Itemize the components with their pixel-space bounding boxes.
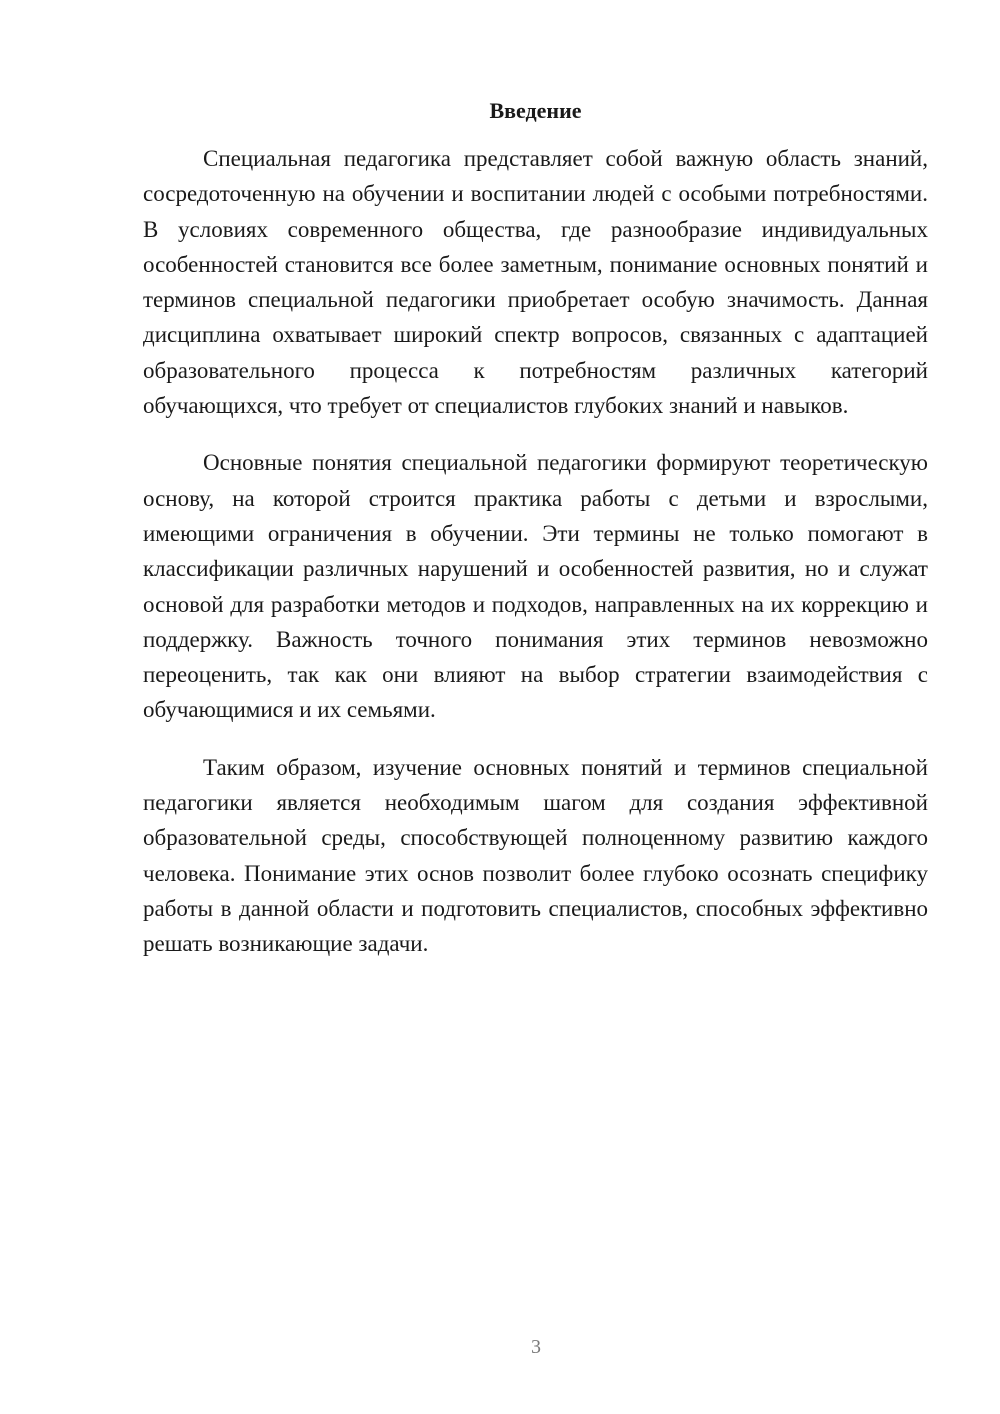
page-number: 3	[531, 1336, 541, 1358]
paragraph-3: Таким образом, изучение основных понятий и терминов специальной педагогики является необходимым шагом для создания эффективной образовательной среды, способствующей полноценному развитию каждого человека. Понимание этих основ позволит более глубоко осознать специфику работы в данной области и подготовить специалистов, способных эффективно решать возникающие задачи.	[143, 754, 928, 957]
section-heading: Введение	[489, 98, 582, 123]
body-text	[143, 141, 928, 962]
paragraph-1: Специальная педагогика представляет собой важную область знаний, сосредоточенную на обучении и воспитании людей с особыми потребностями. В условиях современного общества, где разнообразие индивидуальных особенностей становится все более заметным, понимание основных понятий и терминов специальной педагогики приобретает особую значимость. Данная дисциплина охватывает широкий спектр вопросов, связанных с адаптацией образовательного процесса к потребностям различных категорий обучающихся, что требует от специалистов глубоких знаний и навыков.	[143, 146, 928, 419]
paragraph-2: Основные понятия специальной педагогики формируют теоретическую основу, на которой строится практика работы с детьми и взрослыми, имеющими ограничения в обучении. Эти термины не только помогают в классификации различных нарушений и особенностей развития, но и служат основой для разработки методов и подходов, направленных на их коррекцию и поддержку. Важность точного понимания этих терминов невозможно переоценить, так как они влияют на выбор стратегии взаимодействия с обучающимися и их семьями.	[143, 450, 928, 723]
